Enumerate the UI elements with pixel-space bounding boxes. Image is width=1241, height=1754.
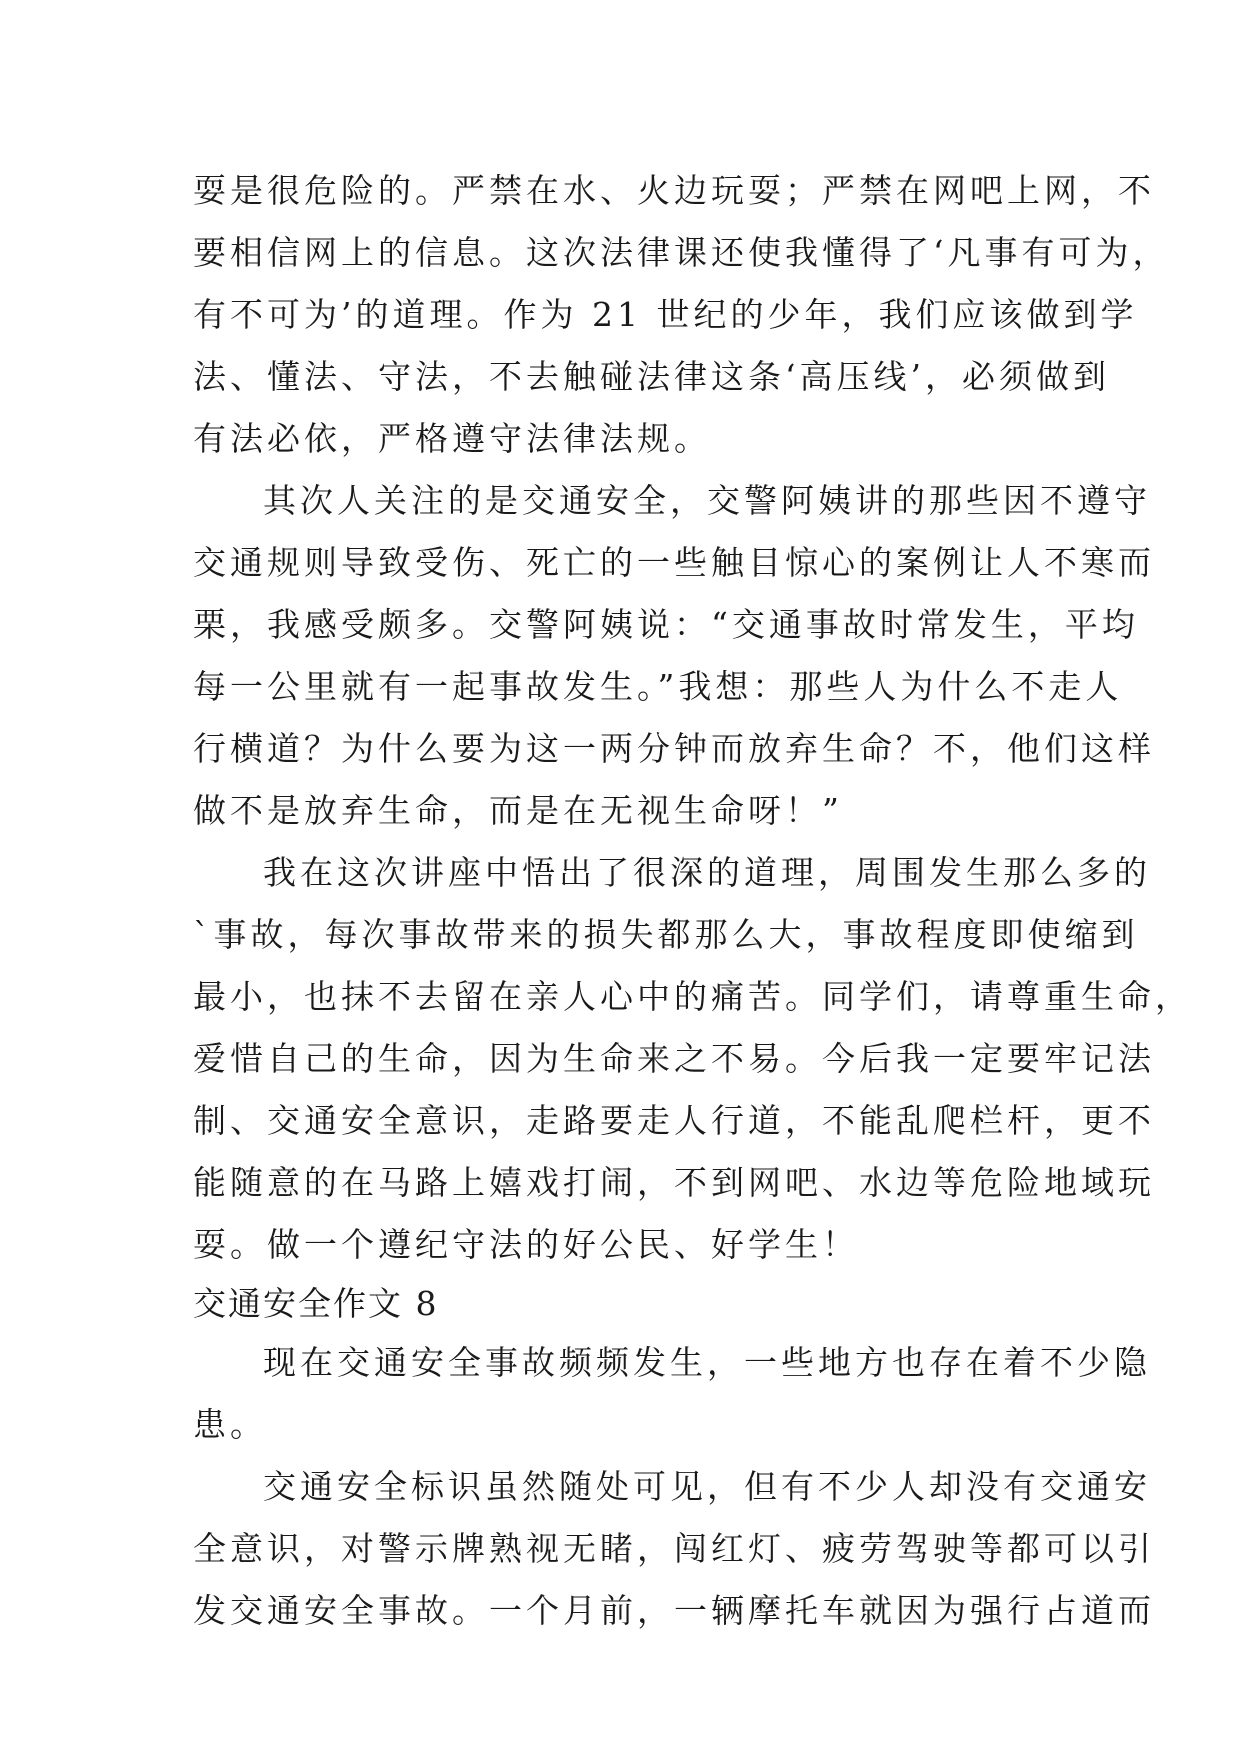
text-line: 交通安全标识虽然随处可见，但有不少人却没有交通安 bbox=[263, 1467, 1151, 1506]
text-line: 有不可为’的道理。作为 21 世纪的少年，我们应该做到学 bbox=[193, 295, 1138, 334]
paragraph bbox=[193, 1332, 1151, 1456]
text-line: 我在这次讲座中悟出了很深的道理，周围发生那么多的 bbox=[263, 853, 1151, 892]
text-line: 有法必依，严格遵守法律法规。 bbox=[193, 419, 711, 458]
text-line: 做不是放弃生命，而是在无视生命呀！” bbox=[193, 791, 843, 830]
text-line: 耍是很危险的。严禁在水、火边玩耍；严禁在网吧上网，不 bbox=[193, 171, 1155, 210]
text-line: 行横道？为什么要为这一两分钟而放弃生命？不，他们这样 bbox=[193, 729, 1155, 768]
text-line: 其次人关注的是交通安全，交警阿姨讲的那些因不遵守 bbox=[263, 481, 1151, 520]
paragraph bbox=[193, 470, 1155, 842]
paragraph bbox=[193, 842, 1192, 1276]
text-line: `事故，每次事故带来的损失都那么大，事故程度即使缩到 bbox=[193, 915, 1139, 954]
text-line: 栗，我感受颇多。交警阿姨说：“交通事故时常发生，平均 bbox=[193, 605, 1139, 644]
text-line: 交通规则导致受伤、死亡的一些触目惊心的案例让人不寒而 bbox=[193, 543, 1155, 582]
text-line: 耍。做一个遵纪守法的好公民、好学生！ bbox=[193, 1225, 859, 1264]
text-line: 能随意的在马路上嬉戏打闹，不到网吧、水边等危险地域玩 bbox=[193, 1163, 1155, 1202]
text-line: 爱惜自己的生命，因为生命来之不易。今后我一定要牢记法 bbox=[193, 1039, 1155, 1078]
section-heading bbox=[193, 1276, 1048, 1332]
text-line: 患。 bbox=[193, 1405, 267, 1444]
text-line: 全意识，对警示牌熟视无睹，闯红灯、疲劳驾驶等都可以引 bbox=[193, 1529, 1155, 1568]
paragraph bbox=[193, 1456, 1155, 1642]
text-line: 要相信网上的信息。这次法律课还使我懂得了‘凡事有可为， bbox=[193, 233, 1170, 272]
heading-text: 交通安全作文 8 bbox=[193, 1284, 439, 1323]
text-line: 每一公里就有一起事故发生。”我想：那些人为什么不走人 bbox=[193, 667, 1123, 706]
text-line: 最小，也抹不去留在亲人心中的痛苦。同学们，请尊重生命， bbox=[193, 977, 1192, 1016]
text-line: 发交通安全事故。一个月前，一辆摩托车就因为强行占道而 bbox=[193, 1591, 1155, 1630]
document-body bbox=[193, 160, 1192, 1642]
paragraph bbox=[193, 160, 1170, 470]
text-line: 现在交通安全事故频频发生，一些地方也存在着不少隐 bbox=[263, 1343, 1151, 1382]
text-line: 制、交通安全意识，走路要走人行道，不能乱爬栏杆，更不 bbox=[193, 1101, 1155, 1140]
text-line: 法、懂法、守法，不去触碰法律这条‘高压线’，必须做到 bbox=[193, 357, 1110, 396]
